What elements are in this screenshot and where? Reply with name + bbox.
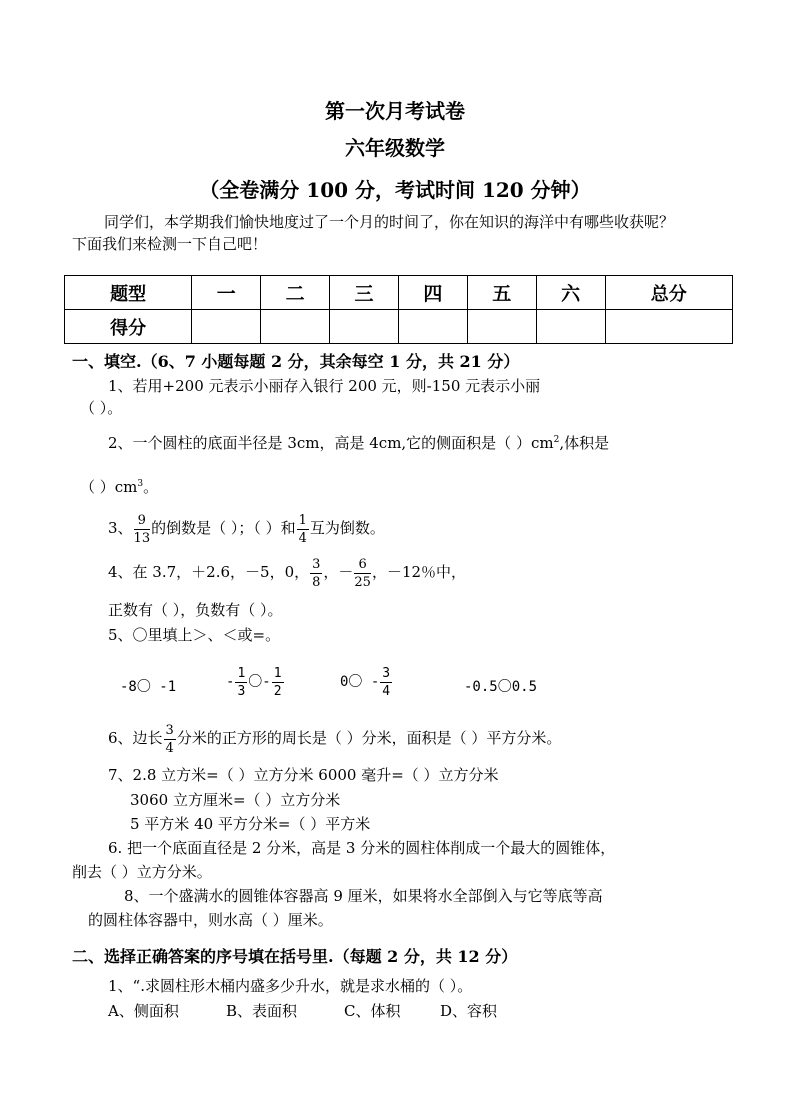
q1-line-2: （ ）。 — [80, 399, 123, 417]
s2-q1-options — [108, 1000, 497, 1021]
score-input-cell[interactable] — [605, 310, 732, 344]
q5-item2-text-a: - — [226, 674, 235, 690]
score-table-header-row — [65, 276, 733, 310]
score-input-cell[interactable] — [467, 310, 536, 344]
q2-line-2 — [80, 476, 158, 497]
exam-info: （全卷满分 100 分，考试时间 120 分钟） — [199, 178, 591, 202]
q3-text-c: 互为倒数。 — [309, 519, 385, 537]
q2-sup-1: 2 — [553, 435, 560, 445]
score-input-cell[interactable] — [398, 310, 467, 344]
fraction-numerator: 9 — [134, 514, 151, 530]
q1-line-1: 1、若用+200 元表示小丽存入银行 200 元，则-150 元表示小丽 — [108, 377, 541, 395]
q5-item-4: -0.5〇0.5 — [464, 679, 538, 695]
q8-line-1: 6. 把一个底面直径是 2 分米，高是 3 分米的圆柱体削成一个最大的圆锥体， — [108, 839, 616, 857]
fraction-denominator: 13 — [133, 530, 151, 546]
fraction-denominator: 25 — [354, 574, 371, 590]
q5-item2-text-b: 〇- — [248, 674, 271, 690]
q4-text-a: 4、在 3.7，＋2.6，－5，0， — [108, 563, 310, 581]
q5-item2-fraction-1 — [235, 667, 247, 698]
fraction-numerator: 3 — [165, 722, 174, 738]
q4-fraction-1 — [310, 558, 322, 589]
q7-line-3: 5 平方米 40 平方分米=（ ）平方米 — [130, 815, 371, 833]
score-input-cell[interactable] — [192, 310, 261, 344]
q5-item3-fraction — [380, 667, 392, 698]
q3-text-a: 3、 — [108, 519, 133, 537]
score-table-cell: 二 — [261, 276, 330, 310]
q2-line-1 — [108, 432, 609, 453]
q8-line-2: 削去（ ）立方分米。 — [72, 863, 212, 881]
score-input-cell[interactable] — [536, 310, 605, 344]
q5-item-2 — [226, 662, 285, 702]
q2-text-a: 2、一个圆柱的底面半径是 3cm，高是 4cm,它的侧面积是（ ）cm — [108, 434, 554, 452]
fraction-numerator: 3 — [382, 665, 391, 681]
score-table-cell: 四 — [398, 276, 467, 310]
score-input-cell[interactable] — [261, 310, 330, 344]
q7-line-2: 3060 立方厘米=（ ）立方分米 — [130, 791, 341, 809]
q2-text-c: （ ）cm — [80, 478, 138, 496]
score-table-cell: 总分 — [605, 276, 732, 310]
q5-item-3 — [340, 662, 393, 702]
fraction-denominator: 4 — [298, 530, 307, 546]
fraction-numerator: 1 — [273, 665, 282, 681]
option-d: D、容积 — [440, 1002, 498, 1020]
intro-line-2: 下面我们来检测一下自己吧！ — [72, 235, 268, 253]
score-table-cell: 一 — [192, 276, 261, 310]
fraction-numerator: 3 — [312, 556, 321, 572]
q7-line-1: 7、2.8 立方米=（ ）立方分米 6000 毫升=（ ）立方分米 — [108, 766, 499, 784]
q5-prompt: 5、〇里填上＞、＜或=。 — [108, 626, 281, 644]
score-table-cell: 三 — [330, 276, 399, 310]
q4-line-1 — [108, 552, 466, 592]
option-b: B、表面积 — [226, 1002, 298, 1020]
q4-line-2: 正数有（ ），负数有（ ）。 — [108, 601, 283, 619]
option-c: C、体积 — [344, 1002, 401, 1020]
q2-sup-2: 3 — [137, 479, 144, 489]
score-table-cell: 五 — [467, 276, 536, 310]
q4-fraction-2 — [354, 558, 371, 589]
intro-line-1: 同学们，本学期我们愉快地度过了一个月的时间了，你在知识的海洋中有哪些收获呢？ — [104, 213, 675, 231]
exam-subtitle: 六年级数学 — [345, 136, 445, 160]
score-table-cell: 六 — [536, 276, 605, 310]
s2-q1: 1、“.求圆柱形木桶内盛多少升水，就是求水桶的（ ）。 — [108, 977, 473, 995]
q6-fraction — [164, 724, 176, 755]
q9-line-1: 8、一个盛满水的圆锥体容器高 9 厘米，如果将水全部倒入与它等底等高 — [124, 887, 603, 905]
q9-line-2: 的圆柱体容器中，则水高（ ）厘米。 — [88, 911, 333, 929]
q3-text-b: 的倒数是（ ）；（ ）和 — [151, 519, 296, 537]
q4-text-b: ，－ — [323, 563, 354, 581]
score-table-score-row — [65, 310, 733, 344]
fraction-denominator: 8 — [312, 574, 321, 590]
fraction-denominator: 3 — [237, 683, 246, 699]
q6-text-a: 6、边长 — [108, 729, 163, 747]
q5-item3-text: 0〇 - — [340, 674, 380, 690]
fraction-numerator: 6 — [354, 558, 371, 574]
q5-item2-fraction-2 — [272, 667, 284, 698]
option-a: A、侧面积 — [108, 1002, 179, 1020]
exam-title: 第一次月考试卷 — [325, 99, 465, 123]
score-table-cell: 得分 — [65, 310, 192, 344]
score-input-cell[interactable] — [330, 310, 399, 344]
section2-heading: 二、选择正确答案的序号填在括号里.（每题 2 分，共 12 分） — [72, 947, 518, 966]
section1-heading: 一、填空.（6、7 小题每题 2 分，其余每空 1 分，共 21 分） — [72, 352, 520, 371]
score-table — [64, 275, 733, 344]
fraction-numerator: 1 — [237, 665, 246, 681]
q3-fraction-2 — [297, 514, 309, 545]
fraction-numerator: 1 — [298, 512, 307, 528]
fraction-denominator: 4 — [165, 740, 174, 756]
q3 — [108, 508, 385, 548]
fraction-denominator: 2 — [273, 683, 282, 699]
q6 — [108, 718, 561, 758]
fraction-denominator: 4 — [382, 683, 391, 699]
q3-fraction-1 — [134, 514, 151, 545]
q5-item-1: -8〇 -1 — [120, 679, 177, 695]
q4-text-c: ，－12％中， — [371, 563, 467, 581]
q2-text-b: ,体积是 — [559, 434, 610, 452]
score-table-cell: 题型 — [65, 276, 192, 310]
q2-text-d: 。 — [143, 478, 159, 496]
q6-text-b: 分米的正方形的周长是（ ）分米，面积是（ ）平方分米。 — [176, 729, 562, 747]
